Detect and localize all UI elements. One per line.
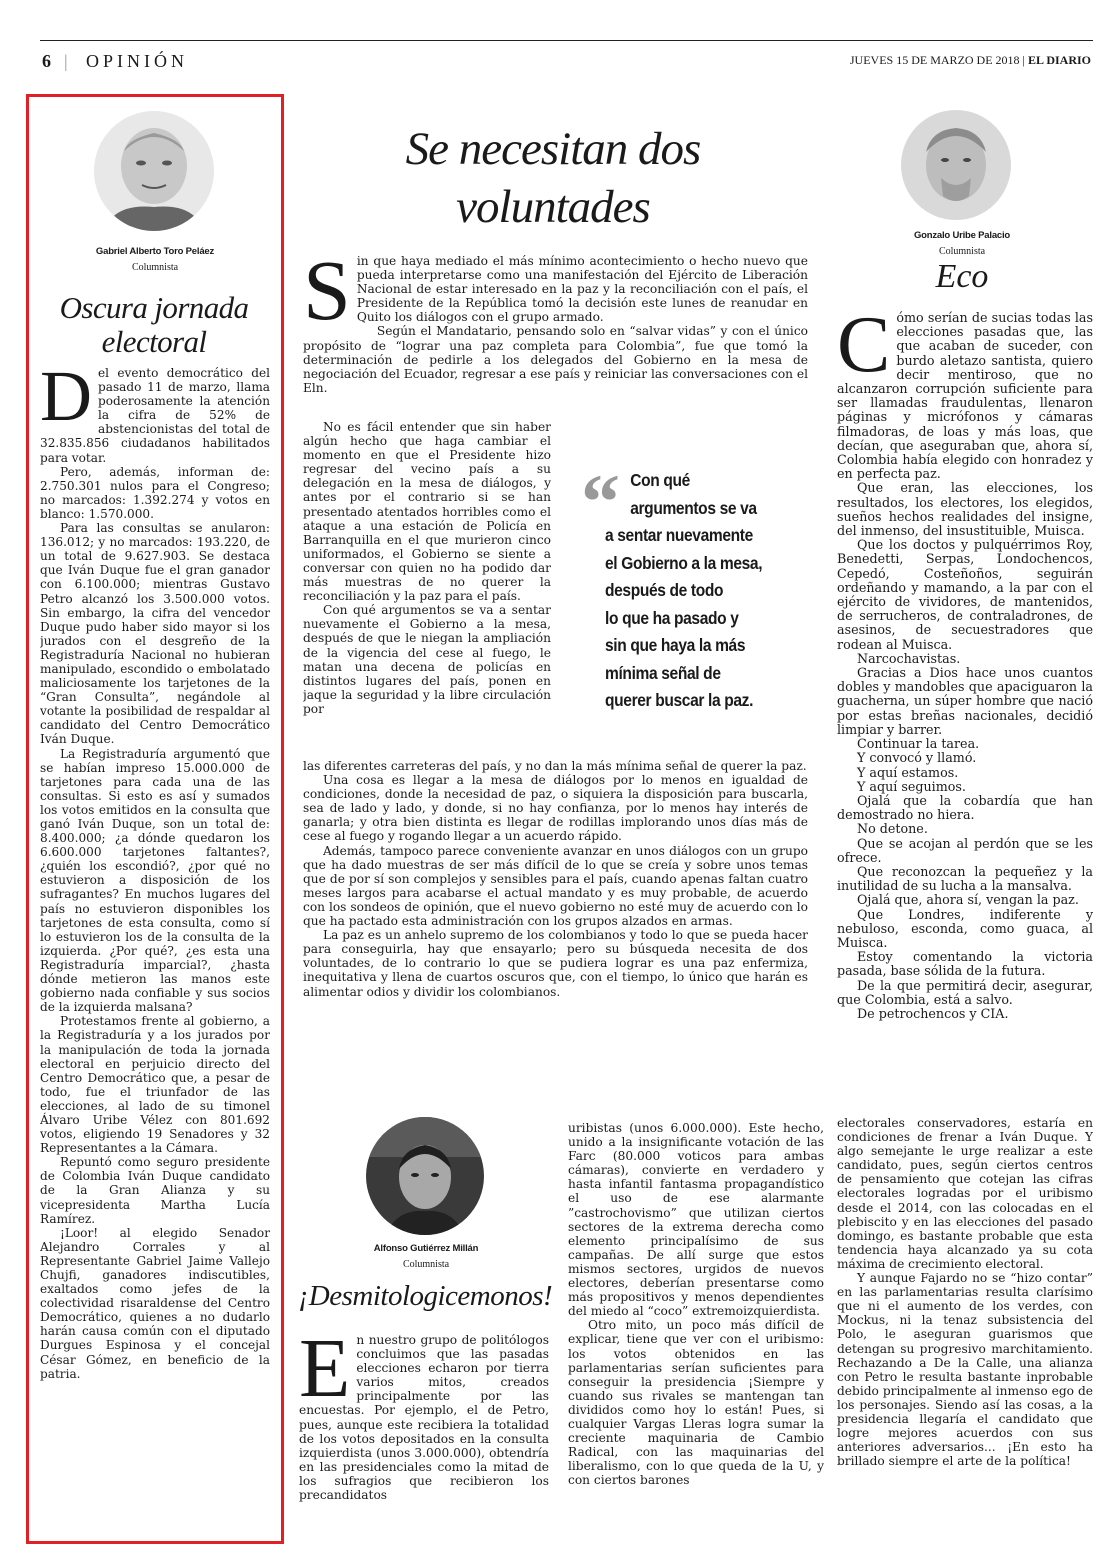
paragraph: La Registraduría argumentó que se habían impreso 15.000.000 de tarjetones para cada una de las consultas. Si esto es así y sumados los votos emitidos en la consulta que ganó Iván Duque, son un total de: 8.400.000; ¿a dónde quedaron los 6.600.000 tarjetones faltantes?, ¿quién los escondió?, ¿por qué no estuvieron a disposición de los sufragantes? En muchos lugares del país no estuvieron disponibles los tarjetones de esta consulta, como sí lo estuvieron los de la consulta de la izquierda. ¿Por qué?, ¿es esta una Registraduría imparcial?, ¿hasta dónde metieron las manos este gobierno nada confiable y sus socios de la izquierda malsana? — [40, 746, 270, 1015]
paragraph: Repuntó como seguro presidente de Colombia Iván Duque candidato de la Gran Alianza y su vicepresidenta Martha Lucía Ramírez. — [40, 1155, 270, 1226]
column-body-2: uribistas (unos 6.000.000). Este hecho, unido a la insignificante votación de las Farc (80.000 voticos para ambas cámaras), convierte en verdadero y hasta infantil fantasma propagandístico el uso de ese alarmante ”castrochovismo” que utilizan ciertos sectores de la extrema derecha como elemento principalísimo de sus campañas. De allí surge que estos mismos sectores, urgidos de nuevos electores, deberían presentarse como más propositivos y menos dependientes del miedo al “coco” extremoizquierdista. Otro mito, un poco más difícil de explicar, tiene que ver con el uribismo: los votos obtenidos en las parlamentarias serían suficientes para conseguir la presidencia ¡Siempre y cuando sus rivales se mantengan tan divididos como hoy lo están! Pues, si cualquier Vargas Lleras logra sumar la creciente maquinaria de Cambio Radical, con las maquinarias del liberalismo, con lo que queda de la U, y con ciertos barones — [568, 1121, 824, 1488]
section-title: OPINIÓN — [86, 51, 188, 71]
editorial-body-top: Sin que haya mediado el más mínimo acontecimiento o hecho nuevo que pueda interpretarse como una manifestación del Ejército de Liberación Nacional de estar interesado en la paz y la reconciliación con el país, el Presidente de la República tomó la decisión este lunes de reanudar en Quito los diálogos con el grupo armado. Según el Mandatario, pensando solo en “salvar vidas” y con el único propósito de “lograr una paz completa para Colombia”, fue que tomó la determinación de pedirle a los delegados del Gobierno en la mesa de negociación del Ecuador, regresar a ese país y reiniciar las conversaciones con el Eln. — [303, 254, 808, 395]
column-body-3: electorales conservadores, estaría en condiciones de frenar a Iván Duque. Y algo semejante le urge realizar a este candidato, pues, según ciertos centros de pensamiento que cotejan las cifras electorales logradas por el uribismo desde el 2014, con las colocadas en el plebiscito y en las elecciones del pasado domingo, es bastante probable que esta tendencia haya alcanzado ya su cota máxima de crecimiento electoral. Y aunque Fajardo no se “hizo contar” en las parlamentarias resulta clarísimo que ni el aumento de los verdes, con Mockus, ni la tenaz subsistencia del Polo, le aseguran guarismos que detengan su progresivo marchitamiento. Rechazando a De la Calle, una alianza con Petro le resulta bastante inprobable debido principalmente al inmenso ego de los personajes. Siendo así las cosas, a la presidencia llegaría el candidato que logre mejores acuerdos con sus anteriores adversarios... ¡En esto ha brillado siempre el arte de la política! — [837, 1116, 1093, 1469]
author-name: Alfonso Gutiérrez Millán — [373, 1243, 479, 1254]
header-separator: | — [64, 51, 68, 71]
editorial-body-narrow — [303, 420, 551, 765]
header-date: JUEVES 15 DE MARZO DE 2018 | EL DIARIO — [849, 53, 1091, 67]
paper-name: EL DIARIO — [1027, 53, 1091, 67]
paragraph: Pero, además, informan de: 2.750.301 nulos para el Congreso; no marcados: 1.392.274 y votos en blanco: 1.570.000. — [40, 464, 270, 521]
drop-cap: D — [40, 366, 92, 436]
author-photo — [94, 111, 214, 231]
paragraph: Una cosa es llegar a la mesa de diálogos por lo menos en igualdad de condiciones, donde la necesidad de paz, o siquiera la disposición para buscarla, sea de lado y lado, y donde, si no hay confianza, por lo menos hay interés de ganarla; y otra bien distinta es llegar de rodillas implorando unos días más de cese al fuego y rogando llegar a un acuerdo rápido. — [303, 773, 808, 844]
paragraph: Para las consultas se anularon: 136.012; y no marcados: 193.220, de un total de 9.627.903. Se destaca que Iván Duque fue el gran ganador con 6.100.000; mientras Gustavo Petro alcanzó los 3.500.000 votos. Sin embargo, la cifra del vencedor Duque pudo haber sido mayor si los jurados con el desgreño de la Registraduría Nacional no hubieran manipulado, escondido o embolatado maliciosamente los tarjetones de la “Gran Consulta”, negándole al votante la posibilidad de respaldar al candidato del Centro Democrático Iván Duque. — [40, 521, 270, 747]
author-photo — [366, 1117, 484, 1235]
drop-cap: S — [303, 254, 351, 338]
paragraph: No es fácil entender que sin haber algún hecho que haga cambiar el momento en que el Presidente hizo regresar del vecino país a su delegación en la mesa de diálogos, y antes por el contrario si se han presentado atentados horribles como el ataque a una estación de Policía en Barranquilla en el que murieron cinco uniformados, el Gobierno se siente a conversar con quien no ha podido dar más muestras de no querer la reconciliación y la paz para el país. — [303, 420, 551, 604]
page-number: 6 — [42, 51, 51, 71]
paragraph: Según el Mandatario, pensando solo en “salvar vidas” y con el único propósito de “lograr una paz completa para Colombia”, fue que tomó la determinación de pedirle a los delegados del Gobierno en la mesa de negociación del Ecuador, regresar a ese país y reiniciar las conversaciones con el Eln. — [303, 324, 808, 395]
author-name: Gonzalo Uribe Palacio — [913, 230, 1011, 241]
paragraph: Con qué argumentos se va a sentar nuevamente el Gobierno a la mesa, después de que le niegan la ampliación de la vigencia del cese al fuego, le matan una decena de policías en distintos lugares del país, ponen en jaque la seguridad y la libre circulación por — [303, 603, 551, 716]
author-role: Columnista — [402, 1259, 450, 1270]
column-headline: Eco — [935, 258, 989, 295]
author-name: Gabriel Alberto Toro Peláez — [95, 246, 215, 257]
column-headline: Oscura jornada electoral — [59, 290, 249, 359]
author-role: Columnista — [131, 262, 179, 273]
column-body: Cómo serían de sucias todas las elecciones pasadas que, las que acaban de suceder, con burdo aletazo santista, quiero decir mentiroso, que no alcanzaron corrupción suficiente para ser llamadas fraudulentas, llenaron páginas y micrófonos y cámaras filmadoras, de loas y más loas, que decían, que aseguraban que, ahora sí, Colombia había elegido con honradez y en perfecta paz. Que eran, las elecciones, los resultados, los electores, los elegidos, sueños hechos realidades del insigne, del inmenso, del insustituible, Muisca. Que los doctos y pulquérrimos Roy, Benedetti, Serpas, Londochencos, Cepedó, Costeñoños, seguirán ordeñando y mamando, a la par con el ejército de vividores, de mantenidos, de serrucheros, de contraladrones, de asesinos, de secuestradores que rodean al Muisca. Narcochavistas. Gracias a Dios hace unos cuantos dobles y mandobles que apaciguaron la guacherna, un súper hombre que nació por estas breñas nacionales, decidió limpiar y barrer. Continuar la tarea. Y convocó y llamó. Y aquí estamos. Y aquí seguimos. Ojalá que la cobardía que han demostrado no hiera. No detone. Que se acojan al perdón que se les ofrece. Que reconozcan la pequeñez y la inutilidad de su lucha a la mansalva. Ojalá que, ahora sí, vengan la paz. Que Londres, indiferente y nebuloso, esconda, como guaca, al Muisca. Estoy comentando la victoria pasada, base sólida de la futura. De la que permitirá decir, asegurar, que Colombia, está a salvo. De petrochencos y CIA. — [837, 311, 1093, 1021]
editorial-headline: Se necesitan dos voluntades — [405, 123, 701, 233]
paragraph: La paz es un anhelo supremo de los colombianos y todo lo que se pueda hacer para conseguirla, hay que ensayarlo; pero su búsqueda necesita de dos voluntades, de lo contrario lo que se pudiera lograr es una paz enfermiza, inequitativa y llena de cuartos oscuros que, con el tiempo, lo único que harán es alimentar odios y dividir los colombianos. — [303, 928, 808, 999]
drop-cap: E — [299, 1333, 351, 1415]
column-body-1: En nuestro grupo de politólogos concluimos que las pasadas elecciones echaron por tierra varios mitos, creados principalmente por las encuestas. Por ejemplo, el de Petro, pues, aunque este recibiera la totalidad de los votos depositados en la consulta izquierdista (unos 3.000.000), obtendría en las presidenciales como la mitad de los sufragios que recibieron los precandidatos — [299, 1333, 549, 1503]
paragraph: Protestamos frente al gobierno, a la Registraduría y a los jurados por la manipulación de toda la jornada electoral en perjuicio directo del Centro Democrático que, a pesar de todo, fue el triunfador de las elecciones, al lado de su timonel Álvaro Uribe Vélez con 801.692 votos, eligiendo 19 Senadores y 32 Representantes a la Cámara. — [40, 1014, 270, 1156]
header-rule — [40, 40, 1093, 41]
drop-cap: C — [837, 311, 891, 389]
editorial-body-bottom — [303, 759, 808, 1081]
author-role: Columnista — [938, 246, 986, 257]
column-body: Del evento democrático del pasado 11 de marzo, llama poderosamente la atención la cifra de 52% de abstencionistas del total de 32.835.856 ciudadanos habilitados para votar. Pero, además, informan de: 2.750.301 nulos para el Congreso; no marcados: 1.392.274 y votos en blanco: 1.570.000. Para las consultas se anularon: 136.012; y no marcados: 193.220, de un total de 9.627.903. Se destaca que Iván Duque fue el gran ganador con 6.100.000; mientras Gustavo Petro alcanzó los 3.500.000 votos. Sin embargo, la cifra del vencedor Duque pudo haber sido mayor si los jurados con el desgreño de la Registraduría Nacional no hubieran manipulado, escondido o embolatado maliciosamente los tarjetones de la “Gran Consulta”, negándole al votante la posibilidad de respaldar al candidato del Centro Democrático Iván Duque. La Registraduría argumentó que se habían impreso 15.000.000 de tarjetones para cada una de las consultas. Si esto es así y sumados los votos emitidos en la consulta que ganó Iván Duque, son un total de: 8.400.000; ¿a dónde quedaron los 6.600.000 tarjetones faltantes?, ¿quién los escondió?, ¿por qué no estuvieron a disposición de los sufragantes? En muchos lugares del país no estuvieron disponibles los tarjetones de esta consulta, como sí lo estuvieron los de la consulta de la izquierda. ¿Por qué?, ¿es esta una Registraduría imparcial?, ¿hasta dónde metieron las manos este gobierno nada confiable y sus socios de la izquierda malsana? Protestamos frente al gobierno, a la Registraduría y a los jurados por la manipulación de toda la jornada electoral en perjuicio directo del Centro Democrático que, a pesar de todo, fue el triunfador de las elecciones, al lado de su timonel Álvaro Uribe Vélez con 801.692 votos, eligiendo 19 Senadores y 32 Representantes a la Cámara. Repuntó como seguro presidente de Colombia Iván Duque candidato de la Gran Alianza y su vicepresidenta Martha Lucía Ramírez. ¡Loor! al elegido Senador Alejandro Corrales y al Representante Gabriel Jaime Vallejo Chujfi, ganadores indiscutibles, exaltados como jefes de la colectividad risaraldense del Centro Democrático, quienes a no dudarlo harán causa común con el diputado Durgues Espinosa y el concejal César Gómez, en beneficio de la patria. — [40, 366, 270, 1381]
author-photo — [901, 110, 1011, 220]
paragraph: ¡Loor! al elegido Senador Alejandro Corrales y al Representante Gabriel Jaime Vallejo Chujfi, ganadores indiscutibles, exaltados como jefes de la colectividad risaraldense del Centro Democrático, quienes a no dudarlo harán causa común con el diputado Durgues Espinosa y el concejal César Gómez, en beneficio de la patria. — [40, 1225, 270, 1381]
column-headline: ¡Desmitologicemonos! — [298, 1280, 553, 1312]
paragraph: Además, tampoco parece conveniente avanzar en unos diálogos con un grupo que ha dado muestras de ser más difícil de lo que se creía y sobre unos temas que de por sí son complejos y sensibles para el país, cuando apenas faltan cuatro meses largos para acabarse el actual mandato y es muy probable, de acuerdo con los sondeos de opinión, que el nuevo gobierno no esté muy de acuerdo con lo que ha pactado esta administración con los grupos alzados en armas. — [303, 843, 808, 929]
quote-mark-icon: “ — [581, 458, 620, 545]
paragraph: las diferentes carreteras del país, y no dan la más mínima señal de querer la paz. — [303, 759, 807, 773]
